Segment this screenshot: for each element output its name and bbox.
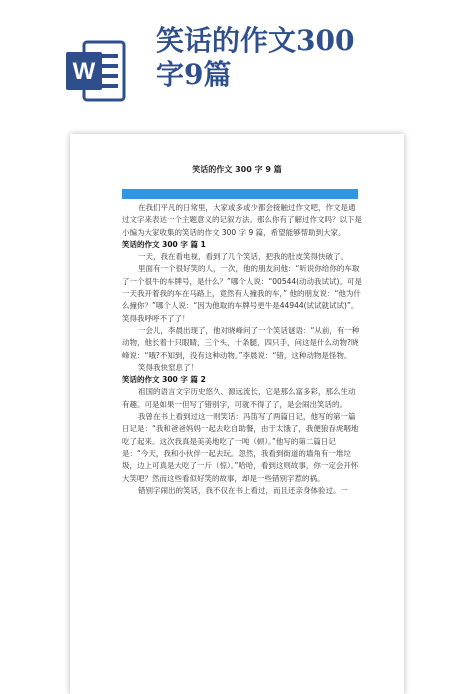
section-heading: 笑话的作文 300 字 篇 1 xyxy=(122,239,206,249)
accent-bar xyxy=(122,189,358,199)
document-body xyxy=(122,202,362,497)
document-title: 笑话的作文 300 字 9 篇 xyxy=(192,165,282,174)
word-letter: W xyxy=(72,58,96,85)
word-document-icon xyxy=(64,38,126,104)
paragraph: 里面有一个很好笑的人，一次，他的朋友问他：“听说你给你的车取了一个很牛的车牌号，是什么？”哪个人说：“00544(动动我试试)。可是一天我开着我的车在马路上，竟然有人撞我的车，” 他的朋友说：“他为什么撞你？”哪个人说：“因为他取的车牌号更牛是44944(试试就试试)”。笑得我呼呼不了了！ xyxy=(122,264,362,323)
document-page xyxy=(70,134,404,694)
section-heading: 笑话的作文 300 字 篇 2 xyxy=(122,375,206,385)
banner-title xyxy=(156,24,456,92)
paragraph: 祖国的语言文字历史悠久、源远流长，它是那么富多彩，那么生动有趣。可是如果一但写了错别字，可就不得了了，是会闹出笑话的。 xyxy=(122,387,356,409)
paragraph: 一会儿，李晨出现了，他对晓峰问了一个笑话谜语：“从前，有一种动物，他长着十只眼睛，三个头，十条腿，四只手，问这是什么动物?晓峰说：“哦?不知到，没有这种动物。”李晨说：“错，这种动物是怪物。 xyxy=(122,325,360,360)
paragraph: 我曾在书上看到过这一则笑话：冯笛写了两篇日记，他写的第一篇日记是：“我和爸爸妈妈一起去吃自助餐，由于太饿了，我便狼吞虎咽地吃了起来。这次我真是美美地吃了一吨（顿）。”他写的第二篇日记是：“今天，我和小伙伴一起去玩。忽然，我看到街道的墙角有一堆垃圾，边上可真是大吃了一斤（惊）。”哈哈，看到这则故事，你一定会开怀大笑吧？然而这些看似好笑的故事，却是一些错别字惹的祸。 xyxy=(122,412,359,483)
paragraph: 错别字闹出的笑话，我不仅在书上看过，而且还亲身体验过。一 xyxy=(138,485,348,495)
header-banner xyxy=(0,0,474,128)
paragraph: 一天，我在看电视，看到了几个笑话，把我的肚皮笑得快破了。 xyxy=(138,252,348,262)
banner-title-line1: 笑话的作文300 xyxy=(156,24,355,57)
paragraph: 笑得我快窒息了！ xyxy=(138,362,198,372)
paragraph: 在我们平凡的日常里，大家或多或少都会接触过作文吧，作文是通过文字来表达一个主题意义的记叙方法。那么你有了解过作文吗？以下是小编为大家收集的笑话的作文 300 字 9 篇，希望能够帮助到大家。 xyxy=(122,203,362,237)
banner-title-line2: 字9篇 xyxy=(156,58,232,91)
